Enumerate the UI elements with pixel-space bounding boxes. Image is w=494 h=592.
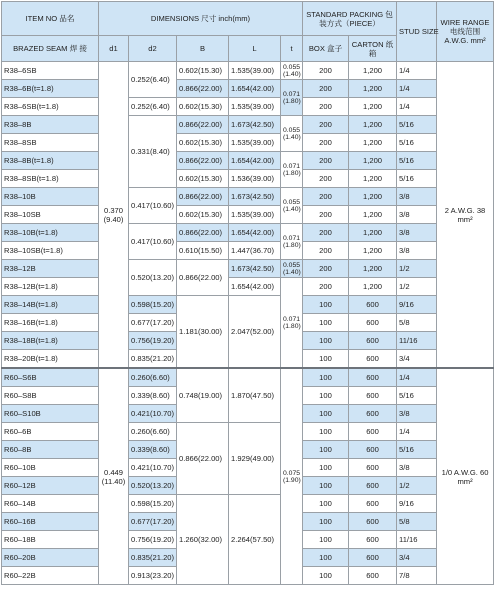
cell-box: 200	[303, 134, 349, 152]
cell-item: R38–6B(t=1.8)	[2, 80, 99, 98]
cell-t: 0.075 (1.90)	[281, 368, 303, 585]
cell-stud: 11/16	[397, 531, 437, 549]
cell-stud: 3/8	[397, 242, 437, 260]
cell-item: R38–12B(t=1.8)	[2, 278, 99, 296]
cell-box: 100	[303, 477, 349, 495]
cell-item: R38–10B(t=1.8)	[2, 224, 99, 242]
cell-b: 0.610(15.50)	[177, 242, 229, 260]
cell-b: 1.181(30.00)	[177, 296, 229, 369]
cell-carton: 1,200	[349, 80, 397, 98]
cell-l: 1.536(39.00)	[229, 170, 281, 188]
table-row	[2, 423, 494, 441]
cell-stud: 1/4	[397, 423, 437, 441]
cell-item: R38–16B(t=1.8)	[2, 314, 99, 332]
cell-stud: 5/8	[397, 513, 437, 531]
cell-box: 100	[303, 423, 349, 441]
cell-b: 1.260(32.00)	[177, 495, 229, 585]
cell-carton: 1,200	[349, 206, 397, 224]
cell-b: 0.602(15.30)	[177, 170, 229, 188]
cell-box: 100	[303, 296, 349, 314]
cell-item: R60–10B	[2, 459, 99, 477]
cell-item: R60–18B	[2, 531, 99, 549]
header-box: BOX 盒子	[303, 36, 349, 62]
cell-box: 100	[303, 549, 349, 567]
cell-item: R60–16B	[2, 513, 99, 531]
cell-item: R38–10B	[2, 188, 99, 206]
cell-stud: 3/4	[397, 350, 437, 369]
cell-carton: 1,200	[349, 260, 397, 278]
cell-carton: 1,200	[349, 152, 397, 170]
cell-box: 100	[303, 387, 349, 405]
cell-l: 1.447(36.70)	[229, 242, 281, 260]
cell-l: 2.047(52.00)	[229, 296, 281, 369]
cell-box: 200	[303, 206, 349, 224]
cell-t: 0.055 (1.40)	[281, 116, 303, 152]
cell-b: 0.866(22.00)	[177, 188, 229, 206]
table-row	[2, 62, 494, 80]
header-d2: d2	[129, 36, 177, 62]
cell-item: R60–12B	[2, 477, 99, 495]
cell-d2: 0.598(15.20)	[129, 495, 177, 513]
cell-box: 200	[303, 242, 349, 260]
cell-carton: 600	[349, 350, 397, 369]
cell-item: R60–S8B	[2, 387, 99, 405]
cell-box: 100	[303, 495, 349, 513]
cell-stud: 5/16	[397, 152, 437, 170]
cell-item: R38–10SB	[2, 206, 99, 224]
cell-carton: 1,200	[349, 62, 397, 80]
cell-carton: 1,200	[349, 134, 397, 152]
header-wire-range: WIRE RANGE 电线范围 A.W.G. mm²	[437, 2, 494, 62]
cell-l: 2.264(57.50)	[229, 495, 281, 585]
cell-stud: 3/8	[397, 188, 437, 206]
cell-l: 1.654(42.00)	[229, 80, 281, 98]
cell-item: R60–S6B	[2, 368, 99, 387]
cell-stud: 1/2	[397, 260, 437, 278]
cell-box: 200	[303, 170, 349, 188]
cell-stud: 5/16	[397, 387, 437, 405]
cell-l: 1.535(39.00)	[229, 206, 281, 224]
cell-box: 200	[303, 224, 349, 242]
cell-carton: 600	[349, 459, 397, 477]
cell-l: 1.673(42.50)	[229, 188, 281, 206]
cell-box: 100	[303, 531, 349, 549]
cell-carton: 1,200	[349, 242, 397, 260]
header-carton: CARTON 纸 箱	[349, 36, 397, 62]
cell-item: R38–8SB	[2, 134, 99, 152]
header-l: L	[229, 36, 281, 62]
cell-carton: 600	[349, 477, 397, 495]
cell-carton: 1,200	[349, 98, 397, 116]
header-standard-packing: STANDARD PACKING 包装方式（PIECE）	[303, 2, 397, 36]
header-dimensions: DIMENSIONS 尺寸 inch(mm)	[99, 2, 303, 36]
cell-d2: 0.756(19.20)	[129, 531, 177, 549]
cell-l: 1.535(39.00)	[229, 134, 281, 152]
cell-carton: 600	[349, 296, 397, 314]
table-row	[2, 134, 494, 152]
cell-stud: 7/8	[397, 567, 437, 585]
cell-stud: 9/16	[397, 495, 437, 513]
cell-stud: 1/2	[397, 477, 437, 495]
cell-d2: 0.677(17.20)	[129, 314, 177, 332]
table-row	[2, 242, 494, 260]
table-row	[2, 224, 494, 242]
cell-carton: 600	[349, 387, 397, 405]
cell-item: R38–6SB(t=1.8)	[2, 98, 99, 116]
cell-l: 1.535(39.00)	[229, 62, 281, 80]
cell-item: R60–22B	[2, 567, 99, 585]
cell-box: 200	[303, 260, 349, 278]
cell-carton: 600	[349, 423, 397, 441]
cell-d2: 0.520(13.20)	[129, 260, 177, 296]
cell-l: 1.654(42.00)	[229, 152, 281, 170]
cell-box: 100	[303, 368, 349, 387]
cell-stud: 1/2	[397, 278, 437, 296]
cell-item: R38–8B(t=1.8)	[2, 152, 99, 170]
cell-t: 0.055 (1.40)	[281, 188, 303, 224]
cell-d2: 0.339(8.60)	[129, 441, 177, 459]
table-row	[2, 152, 494, 170]
cell-item: R38–20B(t=1.8)	[2, 350, 99, 369]
cell-stud: 1/4	[397, 62, 437, 80]
cell-item: R60–8B	[2, 441, 99, 459]
cell-d2: 0.417(10.60)	[129, 188, 177, 224]
cell-carton: 600	[349, 441, 397, 459]
cell-carton: 1,200	[349, 278, 397, 296]
cell-box: 100	[303, 405, 349, 423]
cell-stud: 5/16	[397, 116, 437, 134]
table-row	[2, 278, 494, 296]
table-row	[2, 296, 494, 314]
cell-d2: 0.252(6.40)	[129, 98, 177, 116]
header-stud-size: STUD SIZE	[397, 2, 437, 62]
cell-d2: 0.677(17.20)	[129, 513, 177, 531]
spec-table	[1, 1, 494, 585]
cell-box: 100	[303, 332, 349, 350]
cell-t: 0.071 (1.80)	[281, 224, 303, 260]
cell-box: 200	[303, 62, 349, 80]
cell-carton: 1,200	[349, 224, 397, 242]
table-row	[2, 188, 494, 206]
cell-stud: 3/8	[397, 206, 437, 224]
cell-t: 0.055 (1.40)	[281, 62, 303, 80]
cell-b: 0.866(22.00)	[177, 423, 229, 495]
cell-stud: 5/16	[397, 170, 437, 188]
header-b: B	[177, 36, 229, 62]
cell-wire-r38: 2 A.W.G. 38 mm²	[437, 62, 494, 369]
cell-d2: 0.421(10.70)	[129, 405, 177, 423]
cell-box: 200	[303, 188, 349, 206]
cell-item: R60–S10B	[2, 405, 99, 423]
table-row	[2, 80, 494, 98]
cell-stud: 5/8	[397, 314, 437, 332]
cell-item: R38–10SB(t=1.8)	[2, 242, 99, 260]
cell-box: 100	[303, 350, 349, 369]
cell-carton: 600	[349, 549, 397, 567]
table-row	[2, 368, 494, 387]
cell-box: 100	[303, 314, 349, 332]
cell-carton: 600	[349, 495, 397, 513]
cell-d2: 0.260(6.60)	[129, 368, 177, 387]
cell-carton: 600	[349, 531, 397, 549]
cell-box: 200	[303, 278, 349, 296]
cell-l: 1.673(42.50)	[229, 260, 281, 278]
cell-wire-r60: 1/0 A.W.G. 60 mm²	[437, 368, 494, 585]
cell-carton: 1,200	[349, 170, 397, 188]
table-row	[2, 260, 494, 278]
cell-stud: 1/4	[397, 98, 437, 116]
cell-stud: 3/4	[397, 549, 437, 567]
cell-stud: 9/16	[397, 296, 437, 314]
cell-d2: 0.339(8.60)	[129, 387, 177, 405]
cell-b: 0.866(22.00)	[177, 152, 229, 170]
header-t: t	[281, 36, 303, 62]
cell-d2: 0.252(6.40)	[129, 62, 177, 98]
header-item-no: ITEM NO 品名	[2, 2, 99, 36]
cell-carton: 1,200	[349, 188, 397, 206]
cell-box: 200	[303, 98, 349, 116]
cell-d1-r38: 0.370 (9.40)	[99, 62, 129, 369]
cell-stud: 5/16	[397, 134, 437, 152]
cell-d2: 0.331(8.40)	[129, 116, 177, 188]
cell-stud: 3/8	[397, 405, 437, 423]
cell-b: 0.602(15.30)	[177, 134, 229, 152]
cell-item: R60–20B	[2, 549, 99, 567]
cell-box: 100	[303, 459, 349, 477]
cell-b: 0.866(22.00)	[177, 116, 229, 134]
header-d1: d1	[99, 36, 129, 62]
cell-carton: 600	[349, 368, 397, 387]
cell-box: 200	[303, 116, 349, 134]
cell-d2: 0.835(21.20)	[129, 549, 177, 567]
cell-stud: 3/8	[397, 459, 437, 477]
cell-item: R38–8SB(t=1.8)	[2, 170, 99, 188]
cell-box: 200	[303, 80, 349, 98]
cell-item: R38–18B(t=1.8)	[2, 332, 99, 350]
cell-t: 0.071 (1.80)	[281, 152, 303, 188]
cell-l: 1.929(49.00)	[229, 423, 281, 495]
cell-carton: 600	[349, 405, 397, 423]
cell-item: R38–12B	[2, 260, 99, 278]
cell-d2: 0.520(13.20)	[129, 477, 177, 495]
cell-b: 0.748(19.00)	[177, 368, 229, 423]
cell-d1-r60: 0.449 (11.40)	[99, 368, 129, 585]
cell-stud: 3/8	[397, 224, 437, 242]
cell-carton: 1,200	[349, 116, 397, 134]
cell-d2: 0.417(10.60)	[129, 224, 177, 260]
cell-l: 1.654(42.00)	[229, 224, 281, 242]
cell-b: 0.866(22.00)	[177, 80, 229, 98]
cell-l: 1.654(42.00)	[229, 278, 281, 296]
cell-d2: 0.913(23.20)	[129, 567, 177, 585]
header-brazed-seam: BRAZED SEAM 焊 接	[2, 36, 99, 62]
cell-stud: 1/4	[397, 80, 437, 98]
cell-item: R60–6B	[2, 423, 99, 441]
cell-carton: 600	[349, 513, 397, 531]
cell-item: R60–14B	[2, 495, 99, 513]
cell-t: 0.071 (1.80)	[281, 278, 303, 369]
cell-l: 1.870(47.50)	[229, 368, 281, 423]
cell-stud: 1/4	[397, 368, 437, 387]
cell-item: R38–8B	[2, 116, 99, 134]
cell-b: 0.866(22.00)	[177, 224, 229, 242]
table-row	[2, 170, 494, 188]
cell-box: 100	[303, 441, 349, 459]
cell-t: 0.071 (1.80)	[281, 80, 303, 116]
cell-box: 200	[303, 152, 349, 170]
cell-item: R38–6SB	[2, 62, 99, 80]
cell-carton: 600	[349, 567, 397, 585]
cell-carton: 600	[349, 332, 397, 350]
cell-d2: 0.598(15.20)	[129, 296, 177, 314]
cell-stud: 5/16	[397, 441, 437, 459]
cell-b: 0.866(22.00)	[177, 260, 229, 296]
cell-box: 100	[303, 567, 349, 585]
cell-stud: 11/16	[397, 332, 437, 350]
cell-b: 0.602(15.30)	[177, 98, 229, 116]
table-row	[2, 495, 494, 513]
cell-b: 0.602(15.30)	[177, 62, 229, 80]
table-row	[2, 98, 494, 116]
cell-t: 0.055 (1.40)	[281, 260, 303, 278]
cell-d2: 0.260(6.60)	[129, 423, 177, 441]
table-row	[2, 116, 494, 134]
table-row	[2, 206, 494, 224]
cell-item: R38–14B(t=1.8)	[2, 296, 99, 314]
cell-d2: 0.835(21.20)	[129, 350, 177, 369]
cell-carton: 600	[349, 314, 397, 332]
cell-d2: 0.421(10.70)	[129, 459, 177, 477]
cell-box: 100	[303, 513, 349, 531]
cell-l: 1.673(42.50)	[229, 116, 281, 134]
cell-d2: 0.756(19.20)	[129, 332, 177, 350]
cell-b: 0.602(15.30)	[177, 206, 229, 224]
cell-l: 1.535(39.00)	[229, 98, 281, 116]
